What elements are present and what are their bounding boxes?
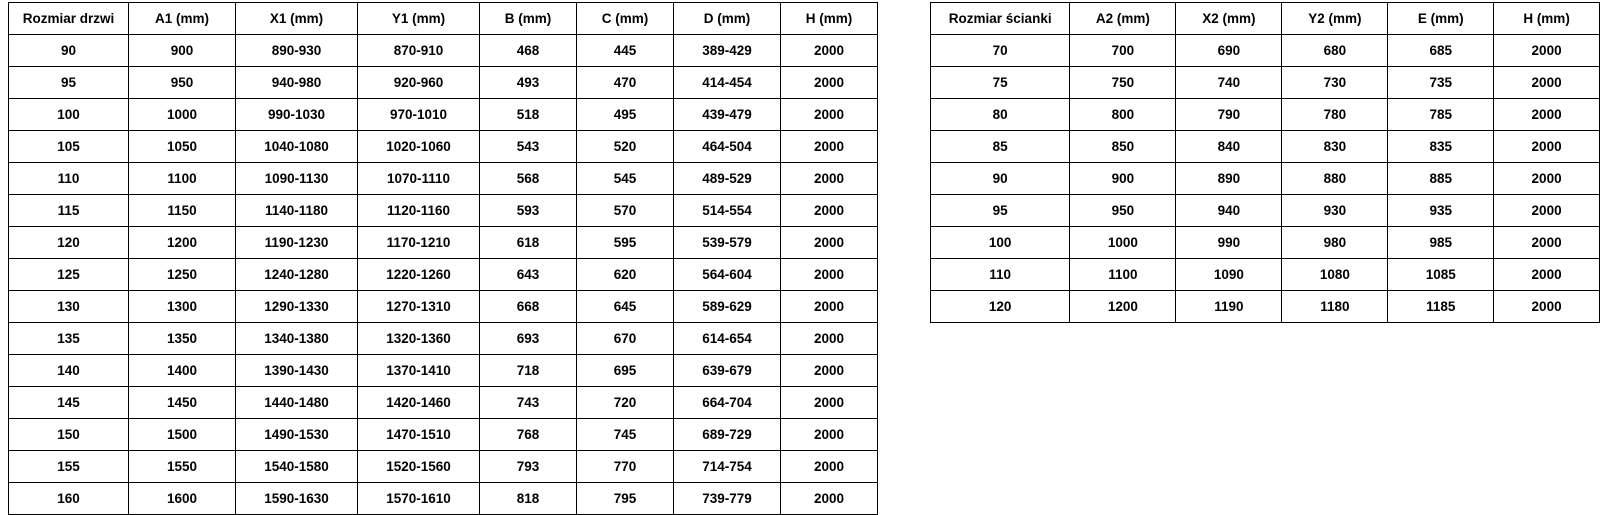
table-cell: 2000 xyxy=(781,259,878,291)
column-header: B (mm) xyxy=(480,3,577,35)
table-cell: 900 xyxy=(1070,163,1176,195)
table-row xyxy=(9,355,878,387)
table-cell: 1040-1080 xyxy=(236,131,358,163)
table-cell: 1085 xyxy=(1388,259,1494,291)
table-cell: 1590-1630 xyxy=(236,483,358,515)
table-row xyxy=(931,195,1600,227)
table-cell: 2000 xyxy=(1494,227,1600,259)
table-cell: 693 xyxy=(480,323,577,355)
table-cell: 1000 xyxy=(1070,227,1176,259)
table-cell: 95 xyxy=(931,195,1070,227)
table-cell: 1170-1210 xyxy=(358,227,480,259)
table-cell: 750 xyxy=(1070,67,1176,99)
table-cell: 1190-1230 xyxy=(236,227,358,259)
table-cell: 110 xyxy=(9,163,129,195)
table-cell: 95 xyxy=(9,67,129,99)
table-row xyxy=(9,67,878,99)
table-cell: 2000 xyxy=(781,387,878,419)
table-row xyxy=(931,291,1600,323)
column-header: Y2 (mm) xyxy=(1282,3,1388,35)
table-cell: 718 xyxy=(480,355,577,387)
table-cell: 870-910 xyxy=(358,35,480,67)
table-cell: 389-429 xyxy=(674,35,781,67)
column-header: E (mm) xyxy=(1388,3,1494,35)
table-cell: 745 xyxy=(577,419,674,451)
table-row xyxy=(931,131,1600,163)
table-cell: 930 xyxy=(1282,195,1388,227)
table-cell: 743 xyxy=(480,387,577,419)
table-cell: 739-779 xyxy=(674,483,781,515)
table-cell: 730 xyxy=(1282,67,1388,99)
table-cell: 1400 xyxy=(129,355,236,387)
table-cell: 445 xyxy=(577,35,674,67)
table-cell: 140 xyxy=(9,355,129,387)
table-cell: 639-679 xyxy=(674,355,781,387)
table-cell: 793 xyxy=(480,451,577,483)
table-cell: 85 xyxy=(931,131,1070,163)
table-cell: 830 xyxy=(1282,131,1388,163)
table-cell: 100 xyxy=(931,227,1070,259)
table-row xyxy=(9,131,878,163)
table-cell: 800 xyxy=(1070,99,1176,131)
table-cell: 1080 xyxy=(1282,259,1388,291)
table-cell: 1370-1410 xyxy=(358,355,480,387)
table-cell: 155 xyxy=(9,451,129,483)
table-cell: 614-654 xyxy=(674,323,781,355)
table-cell: 570 xyxy=(577,195,674,227)
doors-table-body xyxy=(9,35,878,515)
table-cell: 1320-1360 xyxy=(358,323,480,355)
column-header: C (mm) xyxy=(577,3,674,35)
table-cell: 700 xyxy=(1070,35,1176,67)
table-cell: 970-1010 xyxy=(358,99,480,131)
table-cell: 1050 xyxy=(129,131,236,163)
table-cell: 1540-1580 xyxy=(236,451,358,483)
table-cell: 568 xyxy=(480,163,577,195)
doors-table-container xyxy=(8,2,878,515)
table-cell: 135 xyxy=(9,323,129,355)
column-header: Rozmiar ścianki xyxy=(931,3,1070,35)
table-cell: 1070-1110 xyxy=(358,163,480,195)
table-cell: 1000 xyxy=(129,99,236,131)
column-header: Y1 (mm) xyxy=(358,3,480,35)
table-cell: 840 xyxy=(1176,131,1282,163)
table-row xyxy=(931,35,1600,67)
table-cell: 464-504 xyxy=(674,131,781,163)
table-row xyxy=(9,291,878,323)
table-cell: 890 xyxy=(1176,163,1282,195)
table-cell: 120 xyxy=(9,227,129,259)
table-cell: 1200 xyxy=(1070,291,1176,323)
table-cell: 2000 xyxy=(781,483,878,515)
table-cell: 518 xyxy=(480,99,577,131)
table-cell: 670 xyxy=(577,323,674,355)
table-header-row xyxy=(931,3,1600,35)
table-cell: 1220-1260 xyxy=(358,259,480,291)
table-cell: 1150 xyxy=(129,195,236,227)
table-cell: 468 xyxy=(480,35,577,67)
table-cell: 990-1030 xyxy=(236,99,358,131)
table-cell: 1570-1610 xyxy=(358,483,480,515)
table-cell: 1100 xyxy=(129,163,236,195)
table-cell: 2000 xyxy=(781,195,878,227)
table-cell: 920-960 xyxy=(358,67,480,99)
table-cell: 593 xyxy=(480,195,577,227)
table-cell: 539-579 xyxy=(674,227,781,259)
table-cell: 890-930 xyxy=(236,35,358,67)
table-cell: 795 xyxy=(577,483,674,515)
table-cell: 785 xyxy=(1388,99,1494,131)
table-cell: 150 xyxy=(9,419,129,451)
table-cell: 2000 xyxy=(781,99,878,131)
table-cell: 680 xyxy=(1282,35,1388,67)
table-cell: 564-604 xyxy=(674,259,781,291)
table-cell: 790 xyxy=(1176,99,1282,131)
table-cell: 1090-1130 xyxy=(236,163,358,195)
table-row xyxy=(9,387,878,419)
table-cell: 1240-1280 xyxy=(236,259,358,291)
table-cell: 100 xyxy=(9,99,129,131)
table-row xyxy=(931,227,1600,259)
table-cell: 770 xyxy=(577,451,674,483)
table-row xyxy=(9,163,878,195)
table-cell: 735 xyxy=(1388,67,1494,99)
table-cell: 985 xyxy=(1388,227,1494,259)
table-cell: 1520-1560 xyxy=(358,451,480,483)
table-row xyxy=(9,451,878,483)
walls-table-container xyxy=(930,2,1600,323)
table-cell: 685 xyxy=(1388,35,1494,67)
table-cell: 120 xyxy=(931,291,1070,323)
table-cell: 690 xyxy=(1176,35,1282,67)
table-cell: 2000 xyxy=(1494,195,1600,227)
table-cell: 1200 xyxy=(129,227,236,259)
table-cell: 75 xyxy=(931,67,1070,99)
table-cell: 689-729 xyxy=(674,419,781,451)
table-cell: 145 xyxy=(9,387,129,419)
table-cell: 2000 xyxy=(781,163,878,195)
table-cell: 2000 xyxy=(1494,291,1600,323)
table-cell: 1120-1160 xyxy=(358,195,480,227)
table-cell: 2000 xyxy=(781,323,878,355)
table-cell: 2000 xyxy=(781,291,878,323)
table-cell: 2000 xyxy=(781,451,878,483)
table-cell: 90 xyxy=(931,163,1070,195)
table-cell: 768 xyxy=(480,419,577,451)
table-cell: 950 xyxy=(1070,195,1176,227)
table-cell: 2000 xyxy=(781,131,878,163)
table-cell: 1500 xyxy=(129,419,236,451)
table-cell: 835 xyxy=(1388,131,1494,163)
walls-table-head xyxy=(931,3,1600,35)
table-cell: 1140-1180 xyxy=(236,195,358,227)
column-header: H (mm) xyxy=(781,3,878,35)
table-row xyxy=(9,259,878,291)
table-row xyxy=(931,163,1600,195)
table-cell: 950 xyxy=(129,67,236,99)
table-cell: 1190 xyxy=(1176,291,1282,323)
table-cell: 1600 xyxy=(129,483,236,515)
table-cell: 1550 xyxy=(129,451,236,483)
table-cell: 980 xyxy=(1282,227,1388,259)
doors-table-head xyxy=(9,3,878,35)
table-cell: 130 xyxy=(9,291,129,323)
table-cell: 1100 xyxy=(1070,259,1176,291)
table-cell: 2000 xyxy=(1494,131,1600,163)
table-cell: 70 xyxy=(931,35,1070,67)
doors-dimensions-table xyxy=(8,2,878,515)
table-cell: 695 xyxy=(577,355,674,387)
table-cell: 90 xyxy=(9,35,129,67)
table-cell: 1350 xyxy=(129,323,236,355)
table-cell: 1470-1510 xyxy=(358,419,480,451)
table-row xyxy=(9,35,878,67)
table-cell: 940 xyxy=(1176,195,1282,227)
table-cell: 1250 xyxy=(129,259,236,291)
table-cell: 1180 xyxy=(1282,291,1388,323)
table-cell: 2000 xyxy=(1494,163,1600,195)
table-cell: 545 xyxy=(577,163,674,195)
table-cell: 589-629 xyxy=(674,291,781,323)
table-row xyxy=(9,323,878,355)
table-cell: 2000 xyxy=(781,355,878,387)
table-cell: 990 xyxy=(1176,227,1282,259)
table-cell: 664-704 xyxy=(674,387,781,419)
column-header: A2 (mm) xyxy=(1070,3,1176,35)
table-cell: 439-479 xyxy=(674,99,781,131)
table-cell: 2000 xyxy=(781,227,878,259)
table-row xyxy=(9,483,878,515)
table-cell: 495 xyxy=(577,99,674,131)
table-cell: 1185 xyxy=(1388,291,1494,323)
column-header: H (mm) xyxy=(1494,3,1600,35)
table-cell: 1420-1460 xyxy=(358,387,480,419)
table-cell: 643 xyxy=(480,259,577,291)
table-row xyxy=(9,419,878,451)
table-cell: 125 xyxy=(9,259,129,291)
table-cell: 714-754 xyxy=(674,451,781,483)
table-cell: 1020-1060 xyxy=(358,131,480,163)
table-cell: 2000 xyxy=(781,419,878,451)
table-cell: 80 xyxy=(931,99,1070,131)
table-cell: 2000 xyxy=(1494,259,1600,291)
table-cell: 935 xyxy=(1388,195,1494,227)
column-header: A1 (mm) xyxy=(129,3,236,35)
table-cell: 1440-1480 xyxy=(236,387,358,419)
walls-dimensions-table xyxy=(930,2,1600,323)
column-header: X1 (mm) xyxy=(236,3,358,35)
table-row xyxy=(9,99,878,131)
table-row xyxy=(931,99,1600,131)
table-cell: 900 xyxy=(129,35,236,67)
table-cell: 880 xyxy=(1282,163,1388,195)
column-header: Rozmiar drzwi xyxy=(9,3,129,35)
table-cell: 780 xyxy=(1282,99,1388,131)
table-cell: 720 xyxy=(577,387,674,419)
table-cell: 110 xyxy=(931,259,1070,291)
table-cell: 620 xyxy=(577,259,674,291)
table-cell: 2000 xyxy=(1494,67,1600,99)
table-cell: 818 xyxy=(480,483,577,515)
table-cell: 2000 xyxy=(781,67,878,99)
table-cell: 543 xyxy=(480,131,577,163)
table-cell: 668 xyxy=(480,291,577,323)
table-cell: 1450 xyxy=(129,387,236,419)
table-cell: 595 xyxy=(577,227,674,259)
table-row xyxy=(9,195,878,227)
table-cell: 2000 xyxy=(1494,99,1600,131)
table-cell: 885 xyxy=(1388,163,1494,195)
table-cell: 645 xyxy=(577,291,674,323)
table-row xyxy=(931,259,1600,291)
table-cell: 470 xyxy=(577,67,674,99)
table-cell: 489-529 xyxy=(674,163,781,195)
table-cell: 1290-1330 xyxy=(236,291,358,323)
table-cell: 2000 xyxy=(781,35,878,67)
table-cell: 1490-1530 xyxy=(236,419,358,451)
table-cell: 1340-1380 xyxy=(236,323,358,355)
table-cell: 740 xyxy=(1176,67,1282,99)
table-cell: 1090 xyxy=(1176,259,1282,291)
table-cell: 514-554 xyxy=(674,195,781,227)
walls-table-body xyxy=(931,35,1600,323)
table-cell: 1300 xyxy=(129,291,236,323)
table-cell: 520 xyxy=(577,131,674,163)
table-cell: 2000 xyxy=(1494,35,1600,67)
table-header-row xyxy=(9,3,878,35)
column-header: D (mm) xyxy=(674,3,781,35)
table-cell: 618 xyxy=(480,227,577,259)
table-row xyxy=(9,227,878,259)
table-cell: 940-980 xyxy=(236,67,358,99)
column-header: X2 (mm) xyxy=(1176,3,1282,35)
table-cell: 414-454 xyxy=(674,67,781,99)
table-cell: 1390-1430 xyxy=(236,355,358,387)
table-cell: 160 xyxy=(9,483,129,515)
table-cell: 1270-1310 xyxy=(358,291,480,323)
table-cell: 105 xyxy=(9,131,129,163)
table-cell: 493 xyxy=(480,67,577,99)
table-cell: 115 xyxy=(9,195,129,227)
table-row xyxy=(931,67,1600,99)
table-cell: 850 xyxy=(1070,131,1176,163)
